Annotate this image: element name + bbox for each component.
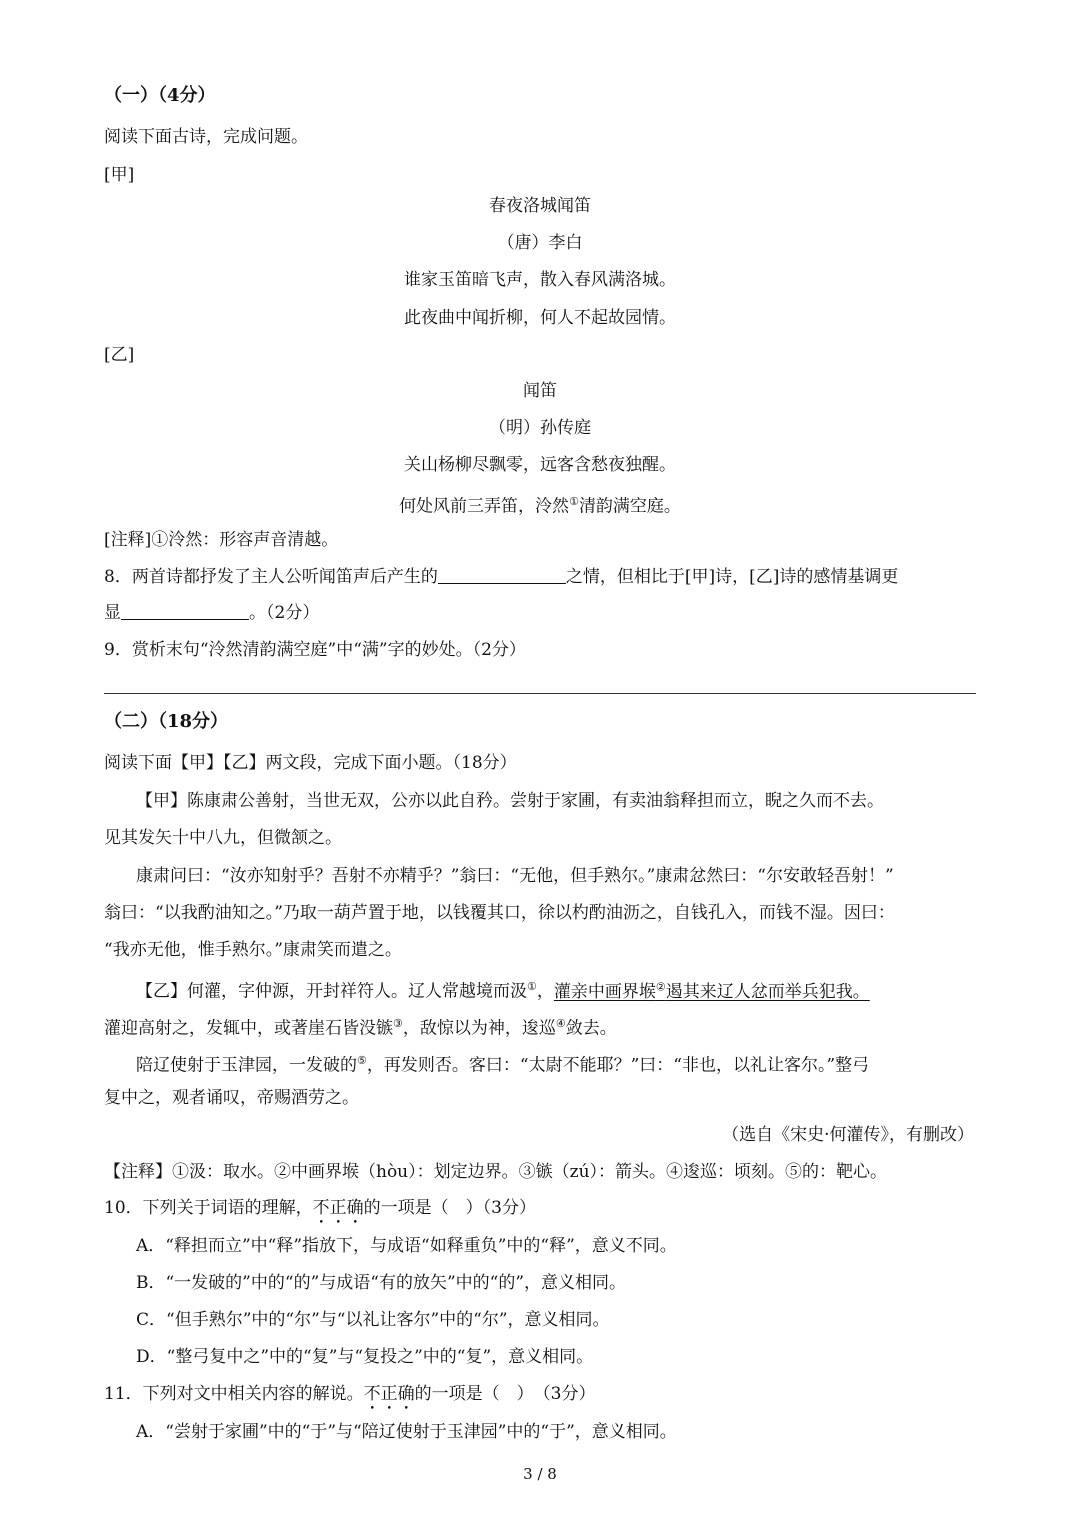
note-marker-2: ② [655, 980, 666, 993]
q10-option-b[interactable]: B．“一发破的”中的“的”与成语“有的放矢”中的“的”，意义相同。 [136, 1273, 627, 1293]
poem-1-line-1: 谁家玉笛暗飞声，散入春风满洛城。 [404, 270, 676, 290]
passage-yi-l2-a: 灌迎高射之，发辄中，或著崖石皆没镞 [104, 1018, 393, 1039]
q10-text-a: 10．下列关于词语的理解， [104, 1198, 313, 1218]
poem-1-title: 春夜洛城闻笛 [489, 196, 591, 216]
q8-text-b: 之情，但相比于[甲]诗，[乙]诗的感情基调更 [565, 567, 899, 587]
section-1-intro: 阅读下面古诗，完成问题。 [104, 127, 308, 147]
q11-option-a[interactable]: A．“尝射于家圃”中的“于”与“陪辽使射于玉津园”中的“于”，意义相同。 [136, 1422, 677, 1442]
poem-note: [注释]①泠然：形容声音清越。 [104, 530, 339, 550]
q8-text-d: 。（2分） [249, 603, 320, 623]
answer-blank-2[interactable] [121, 601, 249, 620]
question-8-line-1 [104, 565, 898, 589]
poem-2-line-2 [0, 490, 1080, 519]
question-10 [104, 1196, 536, 1228]
passage-yi-p2-a: 陪辽使射于玉津园，一发破的 [136, 1055, 357, 1076]
question-9: 9．赏析末句“泠然清韵满空庭”中“满”字的妙处。（2分） [104, 640, 526, 660]
section-2-intro: 阅读下面【甲】【乙】两文段，完成下面小题。（18分） [104, 753, 517, 773]
passage-yi-p2-line-1 [136, 1049, 869, 1078]
note-marker-4: ④ [555, 1017, 566, 1030]
underlined-text-a: 灌亲中画界堠 [553, 981, 656, 1002]
q11-text-b: 的一项是（ ） （3分） [414, 1384, 596, 1404]
passage-yi-line-1 [136, 975, 870, 1004]
section-2-title: （二）（18分） [104, 711, 229, 732]
section-1-title: （一）（4分） [104, 85, 216, 106]
passage-yi-p2-line-2: 复中之，观者诵叹，帝赐酒劳之。 [104, 1088, 359, 1108]
q10-option-c[interactable]: C．“但手熟尔”中的“尔”与“以礼让客尔”中的“尔”，意义相同。 [136, 1310, 610, 1330]
passage-jia-line-2: 见其发矢十中八九，但微颔之。 [104, 828, 342, 848]
passage-yi-text-b: ， [536, 981, 554, 1002]
poem-2-line-2-a: 何处风前三弄笛，泠然 [399, 496, 570, 517]
passage-yi-l2-c: 敛去。 [565, 1018, 617, 1039]
label-jia: [甲] [104, 165, 135, 185]
note-marker-3: ③ [393, 1017, 403, 1030]
question-11 [104, 1382, 595, 1414]
section-divider [104, 693, 976, 694]
note-marker-5: ⑤ [357, 1054, 367, 1067]
poem-2-title: 闻笛 [523, 381, 557, 401]
q10-text-b: 的一项是（ ）（3分） [363, 1198, 536, 1218]
poem-2-author: （明）孙传庭 [489, 418, 591, 438]
underlined-text-b: 遏其来辽人忿而举兵犯我。 [665, 981, 870, 1002]
poem-2-line-1: 关山杨柳尽飘零，远客含愁夜独醒。 [404, 455, 676, 475]
underlined-sentence [554, 982, 870, 1002]
q10-option-d[interactable]: D．“整弓复中之”中的“复”与“复投之”中的“复”，意义相同。 [136, 1347, 594, 1367]
poem-2-line-2-b: 清韵满空庭。 [578, 496, 681, 517]
passage-yi-text-a: 【乙】何灌，字仲源，开封祥符人。辽人常越境而汲 [136, 981, 527, 1002]
passage-jia-line-1: 【甲】陈康肃公善射，当世无双，公亦以此自矜。尝射于家圃，有卖油翁释担而立，睨之久而不去。 [136, 791, 884, 811]
passage-notes: 【注释】①汲：取水。②中画界堠（hòu）：划定边界。③镞（zú）：箭头。④逡巡：顷刻。⑤的：靶心。 [104, 1162, 888, 1182]
q8-text-a: 8．两首诗都抒发了主人公听闻笛声后产生的 [104, 567, 438, 587]
q8-text-c: 显 [104, 603, 121, 623]
label-yi: [乙] [104, 345, 135, 365]
passage-jia-p2-line-1: 康肃问曰：“汝亦知射乎？吾射不亦精乎？”翁曰：“无他，但手熟尔。”康肃忿然曰：“尔安敢轻吾射！” [136, 866, 894, 886]
passage-jia-p2-line-3: “我亦无他，惟手熟尔。”康肃笑而遣之。 [104, 940, 402, 960]
note-marker-1: ① [527, 980, 537, 993]
question-8-line-2 [104, 601, 319, 625]
poem-1-line-2: 此夜曲中闻折柳，何人不起故园情。 [404, 308, 676, 328]
answer-blank-1[interactable] [438, 565, 566, 584]
q11-text-a: 11．下列对文中相关内容的解说。 [104, 1384, 364, 1404]
passage-jia-p2-line-2: 翁曰：“以我酌油知之。”乃取一葫芦置于地，以钱覆其口，徐以杓酌油沥之，自钱孔入，而钱不湿。因曰： [104, 903, 895, 923]
passage-source: （选自《宋史·何灌传》，有删改） [722, 1125, 974, 1145]
passage-yi-l2-b: ，敌惊以为神，逡巡 [402, 1018, 556, 1039]
q11-emphasis: 不正确 [363, 1384, 415, 1404]
passage-yi-p2-b: ，再发则否。客曰：“太尉不能耶？”曰：“非也，以礼让客尔。”整弓 [366, 1055, 870, 1076]
q10-emphasis: 不正确 [312, 1198, 364, 1218]
poem-1-author: （唐）李白 [497, 233, 583, 253]
page-number: 3 / 8 [523, 1465, 557, 1483]
q10-option-a[interactable]: A．“释担而立”中“释”指放下，与成语“如释重负”中的“释”，意义不同。 [136, 1236, 677, 1256]
passage-yi-line-2 [104, 1012, 617, 1041]
note-marker: ① [569, 495, 579, 508]
